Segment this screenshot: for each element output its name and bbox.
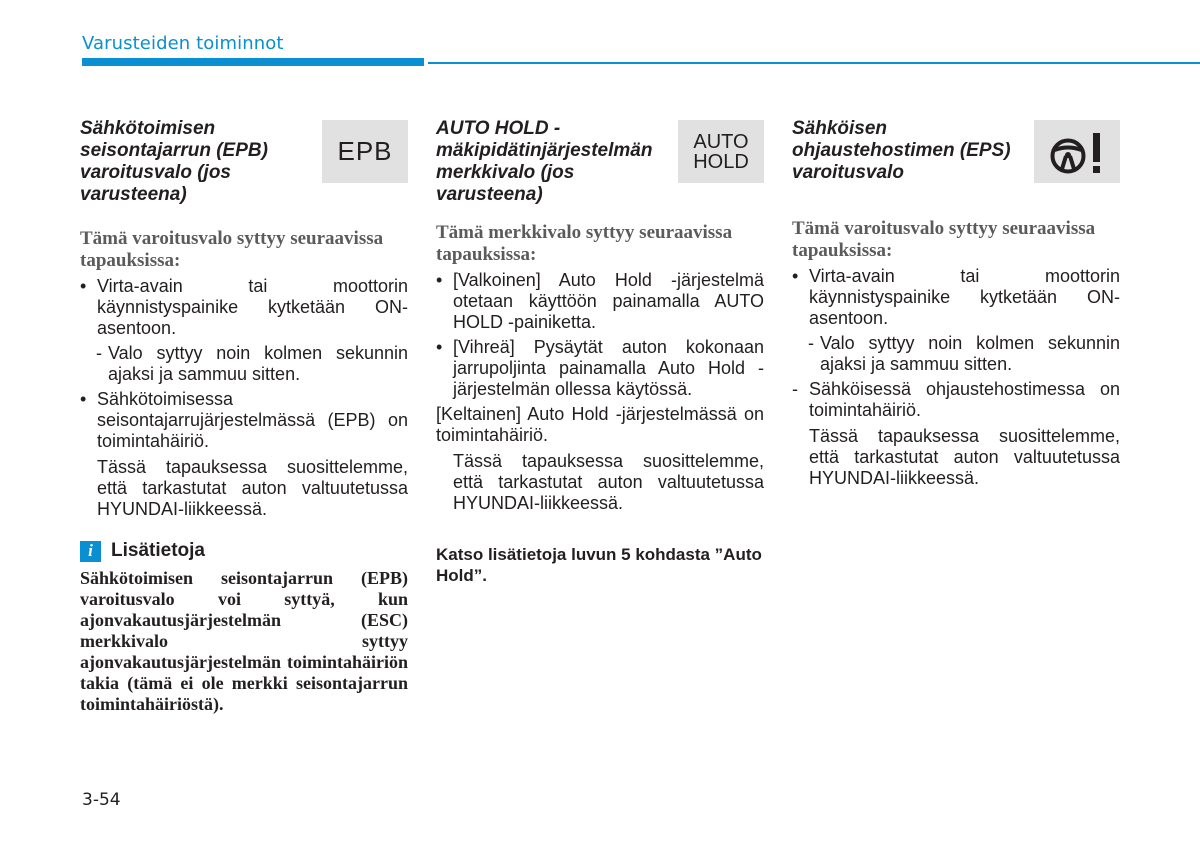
cross-reference: Katso lisätietoja luvun 5 kohdasta ”Auto Hold”. (436, 545, 762, 585)
list-item: • [Vihreä] Pysäytät auton kokonaan jarrupoljinta painamalla Auto Hold -järjestelmän ollessa käytössä. (436, 337, 764, 399)
epb-section (80, 118, 408, 715)
info-title: Lisätietoja (111, 540, 205, 561)
eps-lead: Tämä varoitusvalo syttyy seuraavissa tapauksissa: (792, 218, 1096, 261)
epb-title: Sähkötoimisen seisontajarrun (EPB) varoitusvalo (jos varusteena) (80, 118, 268, 205)
list-subitem: - Sähköisessä ohjaustehostimessa on toimintahäiriö. (792, 379, 1120, 420)
note-paragraph: Tässä tapauksessa suosittelemme, että tarkastutat auton valtuutetussa HYUNDAI-liikkeessä. (97, 457, 408, 519)
auto-hold-lead: Tämä merkkivalo syttyy seuraavissa tapauksissa: (436, 222, 733, 265)
auto-hold-indicator-icon: AUTO HOLD (678, 120, 764, 183)
note-paragraph: Tässä tapauksessa suosittelemme, että tarkastutat auton valtuutetussa HYUNDAI-liikkeessä. (453, 451, 764, 513)
info-body: Sähkötoimisen seisontajarrun (EPB) varoitusvalo voi syttyä, kun ajonvakautusjärjestelmän (ESC) merkkivalo syttyy ajonvakautusjärjestelmän toimintahäiriön takia (tämä ei ole merkki seisontajarrun toimintahäiriöstä). (80, 568, 408, 714)
auto-hold-section (436, 118, 764, 586)
section-header-title: Varusteiden toiminnot (82, 33, 284, 54)
list-item: • Virta-avain tai moottorin käynnistyspainike kytketään ON-asentoon. (80, 276, 408, 338)
epb-indicator-icon: EPB (322, 120, 408, 183)
info-heading (80, 540, 408, 562)
note-paragraph: Tässä tapauksessa suosittelemme, että tarkastutat auton valtuutetussa HYUNDAI-liikkeessä. (809, 426, 1120, 488)
list-item: • Virta-avain tai moottorin käynnistyspainike kytketään ON-asentoon. (792, 266, 1120, 328)
list-item: • Sähkötoimisessa seisontajarrujärjestelmässä (EPB) on toimintahäiriö. (80, 389, 408, 451)
eps-title: Sähköisen ohjaustehostimen (EPS) varoitusvalo (792, 118, 1011, 183)
list-subitem: - Valo syttyy noin kolmen sekunnin ajaksi ja sammuu sitten. (808, 333, 1120, 374)
header-rule (428, 62, 1200, 64)
eps-section (792, 118, 1120, 489)
list-subitem: - Valo syttyy noin kolmen sekunnin ajaksi ja sammuu sitten. (96, 343, 408, 384)
info-icon: i (80, 541, 101, 562)
page-number: 3-54 (82, 790, 121, 810)
list-item: • [Valkoinen] Auto Hold -järjestelmä otetaan käyttöön painamalla AUTO HOLD -painiketta. (436, 270, 764, 332)
auto-hold-title: AUTO HOLD -mäkipidätinjärjestelmän merkkivalo (jos varusteena) (436, 118, 653, 205)
header-accent-bar (82, 58, 424, 66)
paragraph: [Keltainen] Auto Hold -järjestelmässä on toimintahäiriö. (436, 404, 764, 445)
steering-wheel-warning-icon (1034, 120, 1120, 183)
epb-lead: Tämä varoitusvalo syttyy seuraavissa tapauksissa: (80, 228, 384, 271)
